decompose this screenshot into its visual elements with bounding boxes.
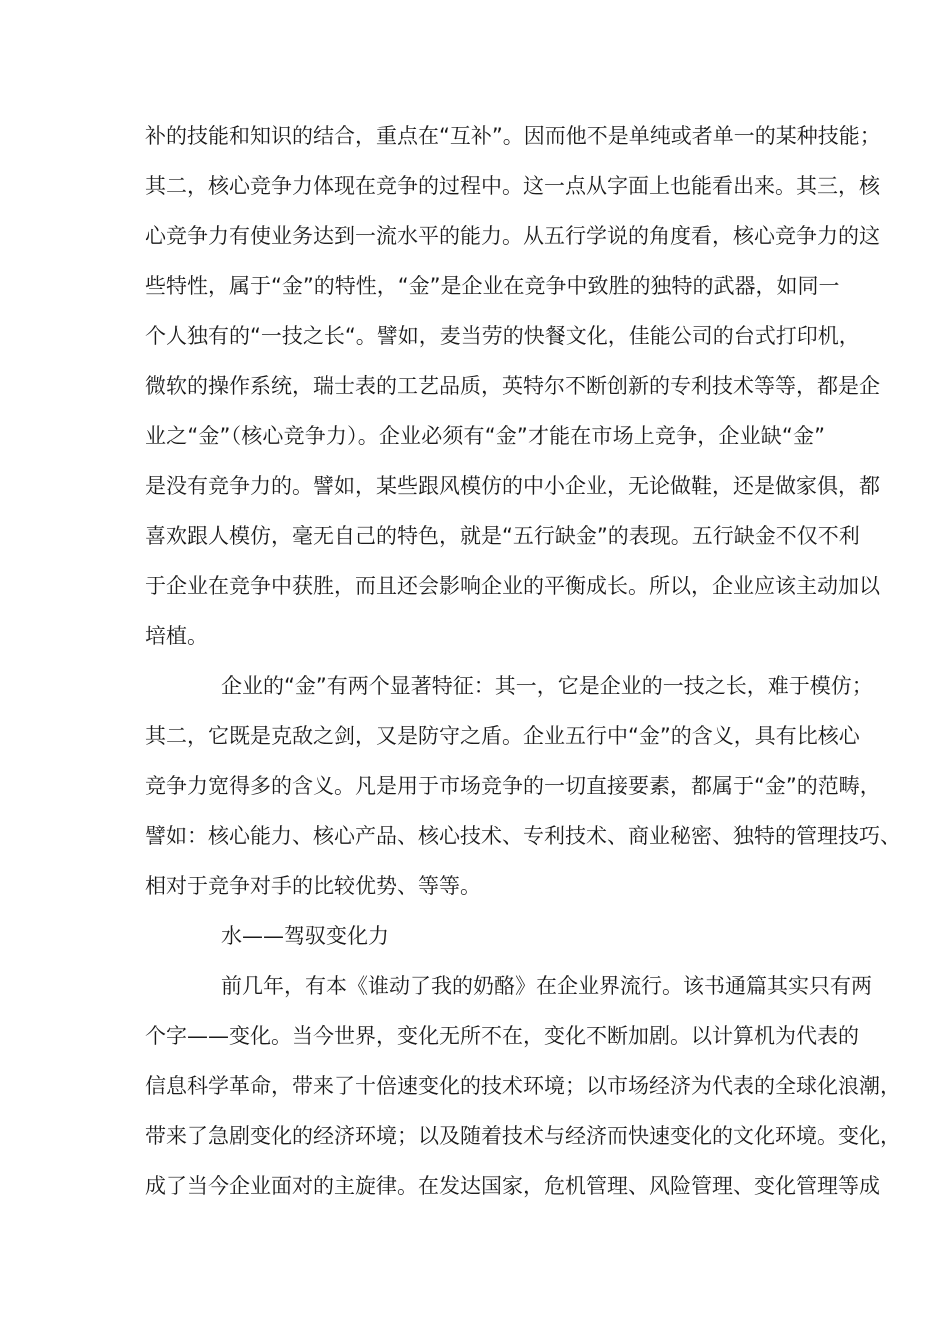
text-line: 培植。 (145, 624, 208, 648)
text-line: 喜欢跟人模仿，毫无自己的特色，就是“五行缺金”的表现。五行缺金不仅不利 (145, 524, 860, 548)
text-line: 业之“金”（核心竞争力）。企业必须有“金”才能在市场上竞争，企业缺“金” (145, 424, 825, 448)
text-line: 相对于竞争对手的比较优势、等等。 (145, 874, 481, 898)
text-line: 成了当今企业面对的主旋律。在发达国家，危机管理、风险管理、变化管理等成 (145, 1174, 880, 1198)
text-line: 微软的操作系统，瑞士表的工艺品质，英特尔不断创新的专利技术等等，都是企 (145, 374, 880, 398)
text-line: 企业的“金”有两个显著特征：其一，它是企业的一技之长，难于模仿； (221, 674, 873, 698)
text-line: 是没有竞争力的。譬如，某些跟风模仿的中小企业，无论做鞋，还是做家俱，都 (145, 474, 880, 498)
text-line: 补的技能和知识的结合，重点在“互补”。因而他不是单纯或者单一的某种技能； (145, 124, 881, 148)
text-line: 其二，它既是克敌之剑，又是防守之盾。企业五行中“金”的含义，具有比核心 (145, 724, 860, 748)
text-line: 于企业在竞争中获胜，而且还会影响企业的平衡成长。所以，企业应该主动加以 (145, 574, 880, 598)
text-line: 竞争力宽得多的含义。凡是用于市场竞争的一切直接要素，都属于“金”的范畴， (145, 774, 881, 798)
text-line: 信息科学革命，带来了十倍速变化的技术环境；以市场经济为代表的全球化浪潮， (145, 1074, 901, 1098)
text-line: 前几年，有本《谁动了我的奶酪》在企业界流行。该书通篇其实只有两 (221, 974, 872, 998)
text-line: 个人独有的“一技之长“。譬如，麦当劳的快餐文化，佳能公司的台式打印机， (145, 324, 860, 348)
text-line: 带来了急剧变化的经济环境；以及随着技术与经济而快速变化的文化环境。变化， (145, 1124, 901, 1148)
text-line: 譬如：核心能力、核心产品、核心技术、专利技术、商业秘密、独特的管理技巧、 (145, 824, 901, 848)
text-line: 些特性，属于“金”的特性，“金”是企业在竞争中致胜的独特的武器，如同一 (145, 274, 840, 298)
text-line: 其二，核心竞争力体现在竞争的过程中。这一点从字面上也能看出来。其三，核 (145, 174, 880, 198)
text-line: 个字——变化。当今世界，变化无所不在，变化不断加剧。以计算机为代表的 (145, 1024, 859, 1048)
section-heading: 水——驾驭变化力 (221, 924, 389, 948)
text-line: 心竞争力有使业务达到一流水平的能力。从五行学说的角度看，核心竞争力的这 (145, 224, 880, 248)
